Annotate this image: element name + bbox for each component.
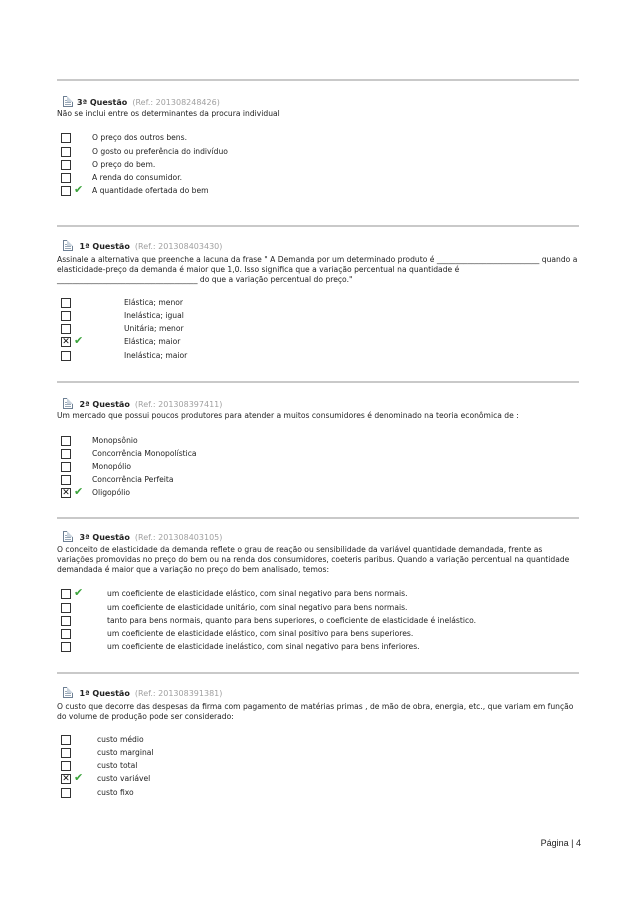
section-divider bbox=[57, 672, 579, 674]
option-label: custo marginal bbox=[97, 748, 154, 757]
document-icon bbox=[63, 531, 73, 542]
question-text: Não se inclui entre os determinantes da procura individual bbox=[57, 109, 280, 118]
question-number: 1ª Questão bbox=[79, 242, 130, 251]
option-checkbox[interactable] bbox=[61, 475, 71, 485]
question-text: O conceito de elasticidade da demanda reflete o grau de reação ou sensibilidade da variável quantidade demandada, frente as variações promovidas no preço do bem ou na renda dos consumidores, coeteris paribus. Quando a variação percentual na quantidade demandada é maior que a variação no preço do bem analisado, temos: bbox=[57, 545, 570, 574]
option-label: Elástica; maior bbox=[124, 337, 181, 346]
option-checkbox[interactable] bbox=[61, 324, 71, 334]
question-header bbox=[63, 240, 222, 252]
option-label: custo fixo bbox=[97, 788, 134, 797]
option-checkbox[interactable] bbox=[61, 788, 71, 798]
option-label: O preço dos outros bens. bbox=[92, 133, 187, 142]
option-checkbox[interactable] bbox=[61, 603, 71, 613]
option-checkbox[interactable] bbox=[61, 462, 71, 472]
option-label: um coeficiente de elasticidade unitário, com sinal negativo para bens normais. bbox=[107, 603, 408, 612]
question-number: 3ª Questão bbox=[79, 533, 130, 542]
option-label: A renda do consumidor. bbox=[92, 173, 183, 182]
correct-check-icon: ✔ bbox=[74, 334, 84, 347]
option-checkbox[interactable] bbox=[61, 160, 71, 170]
option-checkbox[interactable] bbox=[61, 748, 71, 758]
option-checkbox[interactable] bbox=[61, 449, 71, 459]
document-icon bbox=[63, 96, 73, 107]
option-label: custo médio bbox=[97, 735, 144, 744]
question-header bbox=[63, 531, 222, 543]
option-checkbox[interactable] bbox=[61, 186, 71, 196]
question-header bbox=[63, 96, 220, 108]
question-text: Um mercado que possui poucos produtores para atender a muitos consumidores é denominado na teoria econômica de : bbox=[57, 411, 519, 420]
option-checkbox[interactable] bbox=[61, 173, 71, 183]
option-checkbox[interactable] bbox=[61, 298, 71, 308]
option-label: Concorrência Perfeita bbox=[92, 475, 174, 484]
page-number: Página | 4 bbox=[540, 838, 581, 848]
option-checkbox[interactable] bbox=[61, 351, 71, 361]
question-header bbox=[63, 398, 222, 410]
option-label: Inelástica; igual bbox=[124, 311, 184, 320]
option-checkbox-marked[interactable]: ✕ bbox=[62, 337, 70, 347]
question-number: 3ª Questão bbox=[77, 98, 128, 107]
option-checkbox[interactable] bbox=[61, 735, 71, 745]
question-text: Assinale a alternativa que preenche a lacuna da frase " A Demanda por um determinado produto é ___________________________ quando a elasticidade-preço da demanda é maior que 1,0. Isso significa que a variação percentual na quantidade é _____________________________________ do que a variação percentual do preço." bbox=[57, 255, 578, 284]
question-number: 1ª Questão bbox=[79, 689, 130, 698]
option-checkbox[interactable] bbox=[61, 642, 71, 652]
document-icon bbox=[63, 240, 73, 251]
question-ref: (Ref.: 201308248426) bbox=[132, 98, 220, 107]
option-label: um coeficiente de elasticidade elástico, com sinal positivo para bens superiores. bbox=[107, 629, 414, 638]
option-checkbox[interactable] bbox=[61, 589, 71, 599]
correct-check-icon: ✔ bbox=[74, 586, 84, 599]
option-label: Monopsônio bbox=[92, 436, 138, 445]
option-checkbox[interactable] bbox=[61, 436, 71, 446]
question-header bbox=[63, 687, 222, 699]
option-checkbox-marked[interactable]: ✕ bbox=[62, 488, 70, 498]
option-checkbox[interactable] bbox=[61, 147, 71, 157]
option-checkbox[interactable] bbox=[61, 761, 71, 771]
option-label: tanto para bens normais, quanto para bens superiores, o coeficiente de elasticidade é inelástico. bbox=[107, 616, 477, 625]
option-label: A quantidade ofertada do bem bbox=[92, 186, 209, 195]
option-checkbox[interactable] bbox=[61, 133, 71, 143]
option-label: O preço do bem. bbox=[92, 160, 156, 169]
correct-check-icon: ✔ bbox=[74, 485, 84, 498]
option-checkbox[interactable] bbox=[61, 629, 71, 639]
option-label: Elástica; menor bbox=[124, 298, 184, 307]
option-label: Monopólio bbox=[92, 462, 131, 471]
option-label: um coeficiente de elasticidade elástico, com sinal negativo para bens normais. bbox=[107, 589, 408, 598]
section-divider bbox=[57, 225, 579, 227]
option-checkbox-marked[interactable]: ✕ bbox=[62, 774, 70, 784]
option-label: Unitária; menor bbox=[124, 324, 184, 333]
question-ref: (Ref.: 201308403430) bbox=[134, 242, 223, 251]
question-ref: (Ref.: 201308397411) bbox=[134, 400, 223, 409]
question-ref: (Ref.: 201308403105) bbox=[134, 533, 223, 542]
section-divider bbox=[57, 79, 579, 81]
question-number: 2ª Questão bbox=[79, 400, 130, 409]
option-label: custo total bbox=[97, 761, 138, 770]
option-label: custo variável bbox=[97, 774, 151, 783]
option-checkbox[interactable] bbox=[61, 616, 71, 626]
option-label: O gosto ou preferência do indivíduo bbox=[92, 147, 228, 156]
question-text: O custo que decorre das despesas da firma com pagamento de matérias primas , de mão de obra, energia, etc., que variam em função do volume de produção pode ser considerado: bbox=[57, 702, 574, 721]
document-icon bbox=[63, 398, 73, 409]
document-icon bbox=[63, 687, 73, 698]
question-ref: (Ref.: 201308391381) bbox=[134, 689, 223, 698]
option-label: Oligopólio bbox=[92, 488, 130, 497]
correct-check-icon: ✔ bbox=[74, 771, 84, 784]
option-checkbox[interactable] bbox=[61, 311, 71, 321]
section-divider bbox=[57, 517, 579, 519]
section-divider bbox=[57, 381, 579, 383]
correct-check-icon: ✔ bbox=[74, 183, 84, 196]
option-label: Concorrência Monopolística bbox=[92, 449, 197, 458]
option-label: Inelástica; maior bbox=[124, 351, 188, 360]
option-label: um coeficiente de elasticidade inelástico, com sinal negativo para bens inferiores. bbox=[107, 642, 420, 651]
